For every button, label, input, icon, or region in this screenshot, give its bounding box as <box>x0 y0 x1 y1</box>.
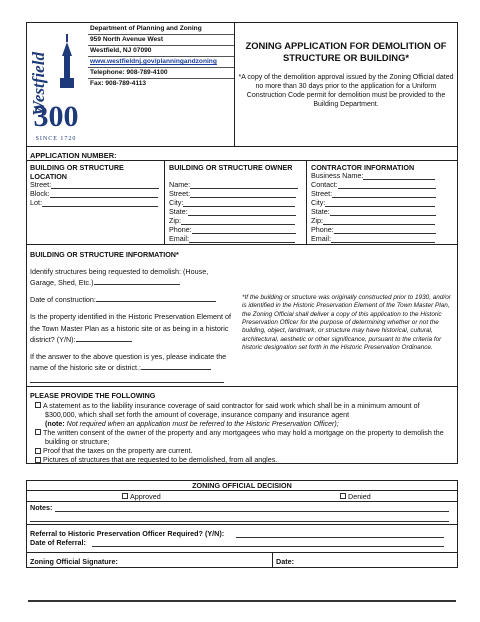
referral-line[interactable] <box>236 537 444 538</box>
provide-item-insurance[interactable]: A statement as to the liability insurance coverage of said contractor for said work which shall be in a minimum amount of $300,000, which shall set forth the amount of coverage, insurance company and insurance agent (note: Not required when an application must be referred to the Historic Preservation Officer); <box>35 402 453 429</box>
provide-item-pictures[interactable]: Pictures of structures that are requested to be demolished, from all angles. <box>35 456 453 465</box>
owner-name-field[interactable]: Name: <box>169 180 303 189</box>
header-divider <box>234 22 235 146</box>
notes-line[interactable] <box>55 511 449 512</box>
divider <box>26 524 458 525</box>
historic-site-question[interactable]: Is the property identified in the Historic Preservation Element of the Town Master Plan as a historic site or as being in a historic district? (Y/N): <box>30 312 231 344</box>
owner-fields <box>169 180 303 243</box>
owner-street-field[interactable]: Street: <box>169 189 303 198</box>
date-referral-line[interactable] <box>92 546 444 547</box>
owner-phone-field[interactable]: Phone: <box>169 225 303 234</box>
department-info <box>88 24 234 90</box>
owner-state-field[interactable]: State: <box>169 207 303 216</box>
checkbox-icon[interactable] <box>35 402 41 408</box>
referral-label: Referral to Historic Preservation Officer Required? (Y/N): <box>30 529 225 538</box>
divider <box>26 501 458 502</box>
title-note: *A copy of the demolition approval issued by the Zoning Official dated no more than 30 days prior to the application for a Uniform Construction Code permit for demolition must be provided to the Building Department. <box>238 74 454 109</box>
checkbox-icon[interactable] <box>35 448 41 454</box>
dept-address: 959 North Avenue West <box>88 35 234 46</box>
owner-heading: BUILDING OR STRUCTURE OWNER <box>169 163 293 172</box>
divider <box>26 386 458 387</box>
owner-email-field[interactable]: Email: <box>169 234 303 243</box>
provide-heading: PLEASE PROVIDE THE FOLLOWING <box>30 391 156 400</box>
historic-footnote: *If the building or structure was originally constructed prior to 1930, and/or is identified in the Historic Preservation Element of the Town Master Plan, the Zoning Official shall deliver a copy of this application to the Historic Preservation Officer for the purpose of determining whether or not the building, object, landmark, or structure may have historical, cultural, architectural, aesthetic or other significance, pursuant to the criteria for historic designation set forth in the Historic Preservation Ordinance. <box>242 294 451 351</box>
business-name-field[interactable]: Business Name: <box>311 171 455 180</box>
historic-site-name-question[interactable]: If the answer to the above question is yes, please indicate the name of the historic site or district.: <box>30 351 227 373</box>
application-number-label: APPLICATION NUMBER: <box>30 151 117 160</box>
date-label: Date: <box>276 557 294 566</box>
checkbox-icon[interactable] <box>122 493 128 499</box>
divider <box>26 490 458 491</box>
decision-heading: ZONING OFFICIAL DECISION <box>192 481 292 490</box>
provide-item-taxes[interactable]: Proof that the taxes on the property are current. <box>35 447 453 456</box>
provide-item-consent[interactable]: The written consent of the owner of the property and any mortgagees who may hold a mortgage on the property to demolish the building or structure; <box>35 429 453 447</box>
historic-name-line[interactable] <box>30 375 224 383</box>
location-fields <box>30 180 162 207</box>
lot-field[interactable]: Lot: <box>30 198 162 207</box>
contractor-email-field[interactable]: Email: <box>311 234 455 243</box>
provide-list <box>35 402 453 466</box>
checkbox-icon[interactable] <box>35 429 41 435</box>
denied-option[interactable]: Denied <box>340 492 371 501</box>
column-divider <box>306 160 307 244</box>
date-referral-label: Date of Referral: <box>30 538 86 547</box>
owner-city-field[interactable]: City: <box>169 198 303 207</box>
divider <box>26 160 458 161</box>
info-heading: BUILDING OR STRUCTURE INFORMATION* <box>30 250 179 259</box>
column-divider <box>272 552 273 568</box>
divider <box>26 146 458 147</box>
info-questions <box>30 266 236 383</box>
svg-text:SINCE 1720: SINCE 1720 <box>35 136 77 142</box>
dept-website-link[interactable]: www.westfieldnj.gov/planningandzoning <box>88 57 234 68</box>
contractor-street-field[interactable]: Street: <box>311 189 455 198</box>
contractor-fields <box>311 171 455 243</box>
form-title: ZONING APPLICATION FOR DEMOLITION OF STRUCTURE OR BUILDING* <box>245 40 447 63</box>
contractor-zip-field[interactable]: Zip: <box>311 216 455 225</box>
contractor-state-field[interactable]: State: <box>311 207 455 216</box>
footer-rule <box>28 600 456 602</box>
date-construction-question[interactable]: Date of construction: <box>30 294 236 305</box>
identify-structures-question[interactable]: Identify structures being requested to demolish: (House, Garage, Shed, Etc.) <box>30 267 209 288</box>
westfield-300-logo <box>26 22 86 146</box>
location-heading: BUILDING OR STRUCTURE LOCATION <box>30 163 124 181</box>
signature-label: Zoning Official Signature: <box>30 557 118 566</box>
svg-text:Westfield: Westfield <box>29 52 48 116</box>
divider <box>26 552 458 553</box>
contact-field[interactable]: Contact: <box>311 180 455 189</box>
contractor-city-field[interactable]: City: <box>311 198 455 207</box>
divider <box>26 244 458 245</box>
notes-label: Notes: <box>30 503 53 512</box>
block-field[interactable]: Block: <box>30 189 162 198</box>
column-divider <box>164 160 165 244</box>
contractor-heading: CONTRACTOR INFORMATION <box>311 163 415 172</box>
dept-city: Westfield, NJ 07090 <box>88 46 234 57</box>
dept-fax: Fax: 908-789-4113 <box>90 80 147 87</box>
svg-text:300: 300 <box>33 100 79 133</box>
notes-line[interactable] <box>30 521 449 522</box>
approved-option[interactable]: Approved <box>122 492 161 501</box>
street-field[interactable]: Street: <box>30 180 162 189</box>
dept-name: Department of Planning and Zoning <box>88 24 234 35</box>
owner-zip-field[interactable]: Zip: <box>169 216 303 225</box>
contractor-phone-field[interactable]: Phone: <box>311 225 455 234</box>
dept-telephone: Telephone: 908-789-4100 <box>88 68 234 79</box>
checkbox-icon[interactable] <box>35 457 41 463</box>
checkbox-icon[interactable] <box>340 493 346 499</box>
